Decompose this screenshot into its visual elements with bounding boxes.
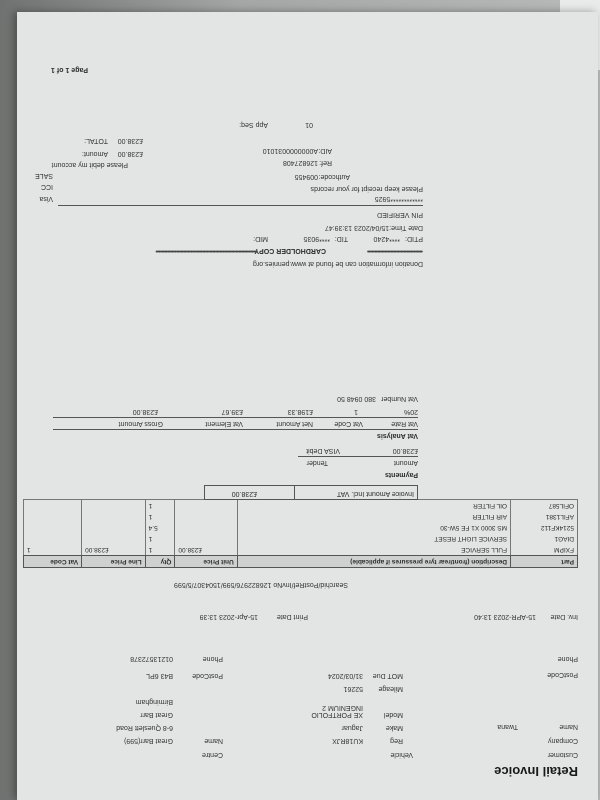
app-seq-value: 01 <box>305 121 313 128</box>
pin-verified: PIN VERIFIED <box>377 211 423 218</box>
vat-col-element: Vat Element <box>205 420 243 427</box>
vat-analysis-label: Vat Analysis <box>377 432 418 439</box>
invoice-document <box>17 12 598 800</box>
cell-desc: FULL SERVICE <box>237 544 510 556</box>
print-date-label: Print Date <box>276 613 308 620</box>
col-line-price: Line Price <box>82 556 146 568</box>
col-part: Part <box>511 556 578 568</box>
cell-part: DIAG1 <box>511 533 578 544</box>
cardholder-copy: CARDHOLDER COPY <box>254 247 326 254</box>
centre-name-label: Name <box>204 737 223 744</box>
cell-vat <box>24 522 82 533</box>
name-value: Twana <box>497 723 518 730</box>
reg-label: Reg <box>390 737 403 744</box>
col-description: Description (front/rear tyre pressures if applicable) <box>237 556 510 568</box>
page-number: Page 1 of 1 <box>51 66 88 73</box>
icc-label: ICC <box>40 183 53 190</box>
cell-desc: SERVICE LIGHT RESET <box>237 533 510 544</box>
ref-value: 126827408 <box>282 159 318 166</box>
total-label: TOTAL: <box>84 137 108 144</box>
tender-value: VISA Debit <box>306 447 340 454</box>
table-row <box>24 522 578 533</box>
items-table <box>23 499 578 568</box>
centre-label: Centre <box>201 751 223 758</box>
model-label: Model <box>383 711 403 718</box>
aid-value: A0000000031010 <box>262 147 318 154</box>
address-line-2: Great Barr <box>140 711 173 718</box>
cell-line <box>82 533 146 544</box>
cell-line: £238.00 <box>82 544 146 556</box>
vat-number-label: Vat Number <box>381 395 418 402</box>
search-ref: Searchid/PostRef/InvNo 126822976/599/1504307/5/599 <box>174 581 348 588</box>
app-seq-label: App Seq: <box>239 121 268 128</box>
tid-value: ****9035 <box>303 235 330 242</box>
cell-desc: AIR FILTER <box>237 511 510 522</box>
ptid-label: PTID: <box>405 235 423 242</box>
ref-label: Ref: <box>319 159 332 166</box>
total-value: £238.00 <box>117 137 143 144</box>
print-date-value: 15-Apr-2023 13:39 <box>199 613 258 620</box>
mileage-value: 52261 <box>343 685 363 692</box>
tender-label: Tender <box>306 459 328 466</box>
please-debit: Please debit my account <box>51 161 128 168</box>
centre-phone-label: Phone <box>202 655 223 662</box>
cell-unit <box>175 511 237 522</box>
invoice-amount-value: £238.00 <box>231 490 257 497</box>
vat-net-value: £198.33 <box>287 408 313 415</box>
cell-line <box>82 522 146 533</box>
vat-number-value: 380 0948 50 <box>337 395 376 402</box>
receipt-amount-label: Amount: <box>81 150 108 157</box>
cell-part: FXIPM <box>511 544 578 556</box>
table-row <box>24 544 578 556</box>
customer-label: Customer <box>547 751 578 758</box>
cell-unit <box>175 500 237 512</box>
vat-col-net: Net Amount <box>276 420 313 427</box>
mileage-label: Mileage <box>378 685 403 692</box>
vat-divider <box>53 429 418 430</box>
phone-label: Phone <box>557 655 578 662</box>
vat-gross-value: £238.00 <box>132 408 158 415</box>
donation-text: Donation information can be found at www.pennies.org <box>252 260 423 267</box>
vat-col-gross: Gross Amount <box>118 420 163 427</box>
cell-vat <box>24 533 82 544</box>
table-row <box>24 500 578 512</box>
mot-label: MOT Due <box>372 672 403 679</box>
table-row <box>24 533 578 544</box>
invoice-amount-label: Invoice Amount Incl. VAT <box>336 490 414 497</box>
address-line-1: 6-8 Queslett Road <box>116 724 173 731</box>
make-value: Jaguar <box>341 724 363 731</box>
centre-postcode-label: PostCode <box>192 672 223 679</box>
receipt-amount-value: £238.00 <box>117 150 143 157</box>
cardholder-dots-left: •••••••••••••••••••••••••••••••••••••• <box>367 247 423 254</box>
cell-qty: 1 <box>145 511 175 522</box>
amount-value: £238.00 <box>392 447 418 454</box>
col-qty: Qty <box>145 556 175 568</box>
centre-name-value: Great Barr(599) <box>123 737 173 744</box>
cell-vat <box>24 500 82 512</box>
cell-line <box>82 500 146 512</box>
invoice-amount-box <box>204 485 418 500</box>
cell-unit: £238.00 <box>175 544 237 556</box>
cell-line <box>82 511 146 522</box>
authcode-label: Authcode: <box>318 173 350 180</box>
vat-code-value: 1 <box>354 408 358 415</box>
sale-label: SALE <box>35 172 53 179</box>
amount-label: Amount <box>393 459 418 466</box>
vat-rate-value: 20% <box>403 408 418 415</box>
mid-label: MID: <box>253 235 268 242</box>
cell-unit <box>175 533 237 544</box>
postcode-label: PostCode <box>547 671 578 678</box>
payments-label: Payments <box>384 471 418 478</box>
model-value: XE PORTFOLIO INGENIUM 2 <box>311 704 363 718</box>
cell-vat: 1 <box>24 544 82 556</box>
cell-desc: OIL FILTER <box>237 500 510 512</box>
inv-date-label: Inv. Date <box>550 613 578 620</box>
vat-element-value: £39.67 <box>221 408 243 415</box>
company-label: Company <box>548 737 578 744</box>
vehicle-label: Vehicle <box>390 751 413 758</box>
cell-part: 5214KF112 <box>511 522 578 533</box>
visa-label: Visa <box>39 195 53 202</box>
tid-label: TID: <box>334 235 348 242</box>
make-label: Make <box>385 724 403 731</box>
aid-label: AID: <box>318 147 332 154</box>
authcode-value: 009455 <box>294 173 318 180</box>
items-header-row <box>24 556 578 568</box>
reg-value: KU18RJX <box>332 737 363 744</box>
inv-date-value: 15-APR-2023 13:40 <box>474 613 536 620</box>
col-vat-code: Vat Code <box>24 556 82 568</box>
invoice-paper <box>17 12 598 800</box>
cell-desc: MS 3000 X1 FE 5W-30 <box>237 522 510 533</box>
payments-divider <box>298 456 418 457</box>
cell-part: OFIL587 <box>511 500 578 512</box>
address-line-3: Birmingham <box>135 698 173 705</box>
centre-postcode-value: B43 6PL <box>146 672 173 679</box>
centre-phone-value: 01213572378 <box>130 655 173 662</box>
name-label: Name <box>559 723 578 730</box>
cell-part: AFIL1381 <box>511 511 578 522</box>
table-row <box>24 511 578 522</box>
cell-qty: 1 <box>145 500 175 512</box>
invoice-title: Retail Invoice <box>494 764 578 779</box>
cell-unit <box>175 522 237 533</box>
cell-vat <box>24 511 82 522</box>
keep-receipt: Please keep receipt for your records <box>310 185 423 192</box>
receipt-divider <box>58 205 423 206</box>
cell-qty: 1 <box>145 544 175 556</box>
col-unit-price: Unit Price <box>175 556 237 568</box>
card-number: ************5925 <box>374 195 423 202</box>
date-time: Date Time:15/04/2023 13:39:47 <box>324 224 423 231</box>
ptid-value: ****4240 <box>373 235 400 242</box>
vat-divider-2 <box>53 417 418 418</box>
cardholder-dots-right: •••••••••••••••••••••••••••••••••••••••••••••••••••••••••••••••••••••• <box>156 247 258 254</box>
vat-col-code: Vat Code <box>334 420 363 427</box>
cell-qty: 5.4 <box>145 522 175 533</box>
vat-col-rate: Vat Rate <box>391 420 418 427</box>
cell-qty: 1 <box>145 533 175 544</box>
mot-value: 31/03/2024 <box>327 672 363 679</box>
